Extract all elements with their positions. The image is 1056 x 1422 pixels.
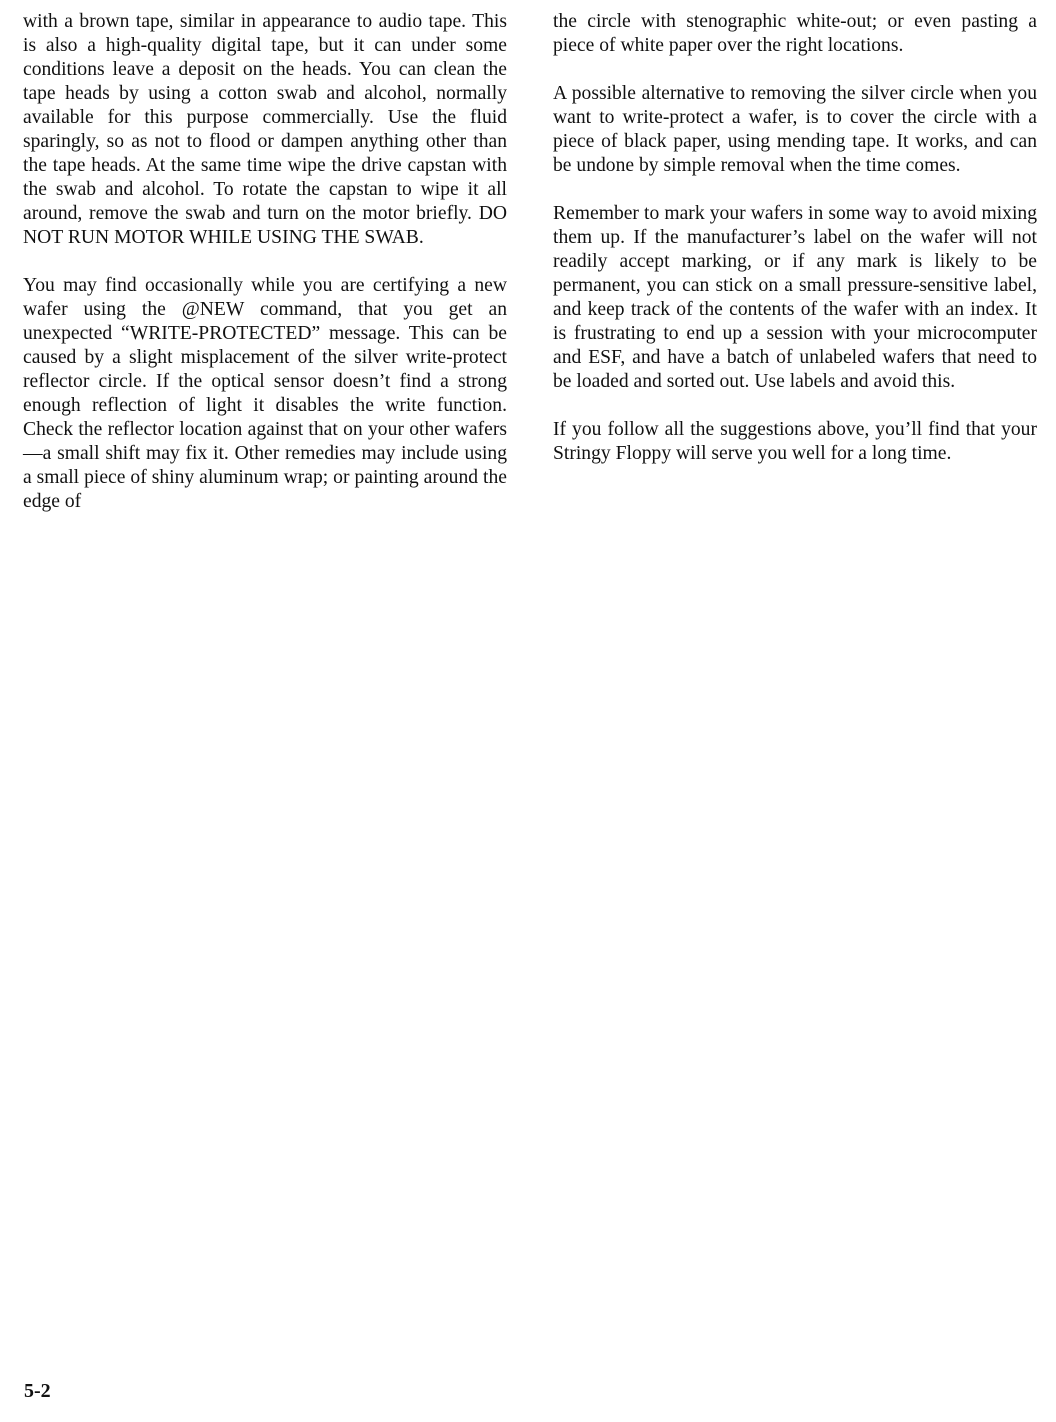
page-number: 5-2 <box>24 1380 51 1402</box>
paragraph-conclusion: If you follow all the suggestions above, you’ll find that your Stringy Floppy will serve you well for a long time. <box>553 419 1037 464</box>
left-column <box>23 10 507 538</box>
right-column <box>553 10 1037 490</box>
paragraph-black-paper: A possible alternative to removing the silver circle when you want to write-protect a wafer, is to cover the circle with a piece of black paper, using mending tape. It works, and can be undone by simple removal when the time comes. <box>553 83 1037 176</box>
paragraph-cleaning-heads: with a brown tape, similar in appearance to audio tape. This is also a high-quality digital tape, but it can under some conditions leave a deposit on the heads. You can clean the tape heads by using a cotton swab and alcohol, normally available for this purpose commercially. Use the fluid sparingly, so as not to flood or dampen anything other than the tape heads. At the same time wipe the drive capstan with the swab and alcohol. To rotate the capstan to wipe it all around, remove the swab and turn on the motor briefly. DO NOT RUN MOTOR WHILE USING THE SWAB. <box>23 11 507 248</box>
paragraph-write-protected: You may find occasionally while you are certifying a new wafer using the @NEW command, that you get an unexpected “WRITE-PROTECTED” message. This can be caused by a slight misplacement of the silver write-protect reflector circle. If the optical sensor doesn’t find a strong enough reflection of light it disables the write function. Check the reflector location against that on your other wafers—a small shift may fix it. Other remedies may include using a small piece of shiny aluminum wrap; or painting around the edge of <box>23 275 507 512</box>
paragraph-mark-wafers: Remember to mark your wafers in some way to avoid mixing them up. If the manufacturer’s label on the wafer will not readily accept marking, or if any mark is likely to be permanent, you can stick on a small pressure-sensitive label, and keep track of the contents of the wafer with an index. It is frustrating to end up a session with your microcomputer and ESF, and have a batch of unlabeled wafers that need to be loaded and sorted out. Use labels and avoid this. <box>553 203 1037 392</box>
paragraph-white-out: the circle with stenographic white-out; or even pasting a piece of white paper over the right locations. <box>553 11 1037 56</box>
